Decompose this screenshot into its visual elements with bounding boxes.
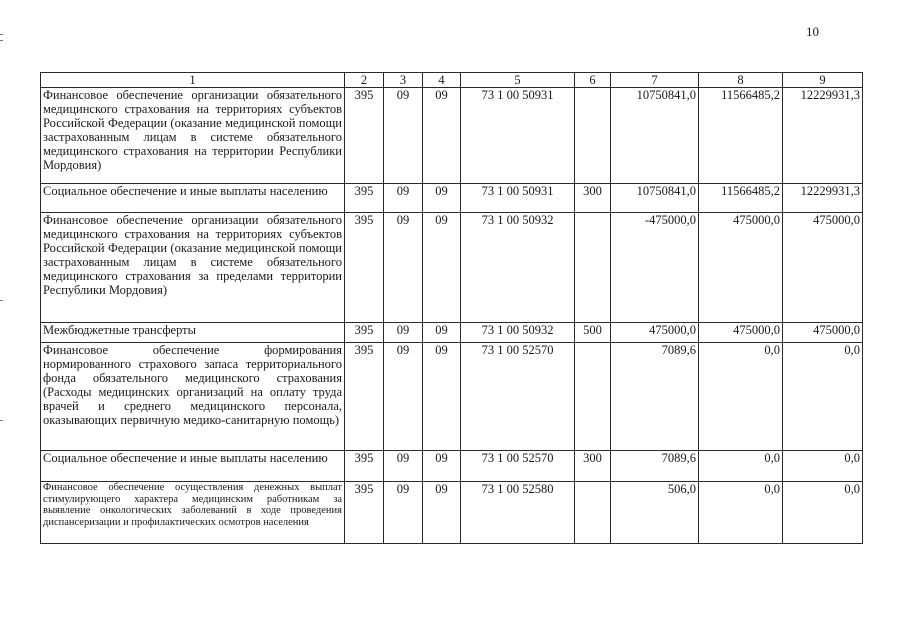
row-description: Финансовое обеспечение осуществления денежных выплат стимулирующего характера медицинским работникам за выявление онкологических заболеваний в ходе проведения диспансеризации и профилактических осмотров населения: [41, 482, 345, 544]
col-5-cell: 73 1 00 50932: [461, 213, 575, 323]
col-6-cell: 300: [575, 451, 611, 482]
col-3-cell: 09: [384, 184, 423, 213]
col-8-cell: 11566485,2: [699, 184, 783, 213]
budget-table: [40, 72, 863, 544]
col-7-cell: 7089,6: [611, 343, 699, 451]
col-9-cell: 0,0: [783, 482, 863, 544]
col-4-cell: 09: [423, 88, 461, 184]
page-number: 10: [806, 24, 819, 39]
scan-edge-mark: [0, 420, 3, 421]
col-9-cell: 12229931,3: [783, 184, 863, 213]
col-9-cell: 12229931,3: [783, 88, 863, 184]
col-8-cell: 0,0: [699, 482, 783, 544]
col-2-cell: 395: [345, 451, 384, 482]
col-9-cell: 475000,0: [783, 213, 863, 323]
table-row: [41, 482, 863, 544]
col-6-cell: [575, 482, 611, 544]
col-4-cell: 09: [423, 184, 461, 213]
col-8-cell: 0,0: [699, 343, 783, 451]
table-row: [41, 451, 863, 482]
header-cell: 3: [384, 73, 423, 88]
header-cell: 4: [423, 73, 461, 88]
header-row: [41, 73, 863, 88]
col-4-cell: 09: [423, 451, 461, 482]
col-9-cell: 0,0: [783, 343, 863, 451]
col-7-cell: 10750841,0: [611, 88, 699, 184]
col-5-cell: 73 1 00 50931: [461, 184, 575, 213]
col-5-cell: 73 1 00 50932: [461, 323, 575, 343]
row-description: Финансовое обеспечение организации обязательного медицинского страхования на территориях субъектов Российской Федерации (оказание медицинской помощи застрахованным лицам в системе обязательного медицинского страхования за пределами территории Республики Мордовия): [41, 213, 345, 323]
col-2-cell: 395: [345, 323, 384, 343]
col-8-cell: 0,0: [699, 451, 783, 482]
row-description: Социальное обеспечение и иные выплаты населению: [41, 451, 345, 482]
header-cell: 7: [611, 73, 699, 88]
col-4-cell: 09: [423, 213, 461, 323]
col-3-cell: 09: [384, 88, 423, 184]
col-2-cell: 395: [345, 88, 384, 184]
col-7-cell: 475000,0: [611, 323, 699, 343]
scan-edge-mark: [0, 34, 3, 35]
header-cell: 8: [699, 73, 783, 88]
header-cell: 5: [461, 73, 575, 88]
header-cell: 2: [345, 73, 384, 88]
col-3-cell: 09: [384, 323, 423, 343]
col-6-cell: 300: [575, 184, 611, 213]
col-5-cell: 73 1 00 50931: [461, 88, 575, 184]
col-4-cell: 09: [423, 482, 461, 544]
col-3-cell: 09: [384, 451, 423, 482]
col-2-cell: 395: [345, 482, 384, 544]
col-8-cell: 475000,0: [699, 213, 783, 323]
col-5-cell: 73 1 00 52570: [461, 343, 575, 451]
header-cell: 6: [575, 73, 611, 88]
col-6-cell: [575, 343, 611, 451]
row-description: Финансовое обеспечение организации обязательного медицинского страхования на территориях субъектов Российской Федерации (оказание медицинской помощи застрахованным лицам в системе обязательного медицинского страхования на территории Республики Мордовия): [41, 88, 345, 184]
col-3-cell: 09: [384, 482, 423, 544]
col-6-cell: [575, 88, 611, 184]
header-cell: 9: [783, 73, 863, 88]
row-description: Межбюджетные трансферты: [41, 323, 345, 343]
col-8-cell: 11566485,2: [699, 88, 783, 184]
col-5-cell: 73 1 00 52570: [461, 451, 575, 482]
col-2-cell: 395: [345, 184, 384, 213]
col-6-cell: 500: [575, 323, 611, 343]
scan-edge-mark: [0, 300, 3, 301]
col-4-cell: 09: [423, 323, 461, 343]
col-7-cell: 506,0: [611, 482, 699, 544]
table-row: [41, 323, 863, 343]
col-2-cell: 395: [345, 343, 384, 451]
table-row: [41, 184, 863, 213]
scan-edge-mark: [0, 40, 3, 41]
col-6-cell: [575, 213, 611, 323]
table-row: [41, 343, 863, 451]
col-7-cell: -475000,0: [611, 213, 699, 323]
col-3-cell: 09: [384, 213, 423, 323]
col-8-cell: 475000,0: [699, 323, 783, 343]
table-row: [41, 88, 863, 184]
header-cell: 1: [41, 73, 345, 88]
col-7-cell: 10750841,0: [611, 184, 699, 213]
col-4-cell: 09: [423, 343, 461, 451]
row-description: Финансовое обеспечение формирования нормированного страхового запаса территориального фонда обязательного медицинского страхования (Расходы медицинских организаций на оплату труда врачей и среднего медицинского персонала, оказывающих первичную медико-санитарную помощь): [41, 343, 345, 451]
col-5-cell: 73 1 00 52580: [461, 482, 575, 544]
table-row: [41, 213, 863, 323]
col-9-cell: 475000,0: [783, 323, 863, 343]
col-7-cell: 7089,6: [611, 451, 699, 482]
row-description: Социальное обеспечение и иные выплаты населению: [41, 184, 345, 213]
col-2-cell: 395: [345, 213, 384, 323]
col-9-cell: 0,0: [783, 451, 863, 482]
col-3-cell: 09: [384, 343, 423, 451]
